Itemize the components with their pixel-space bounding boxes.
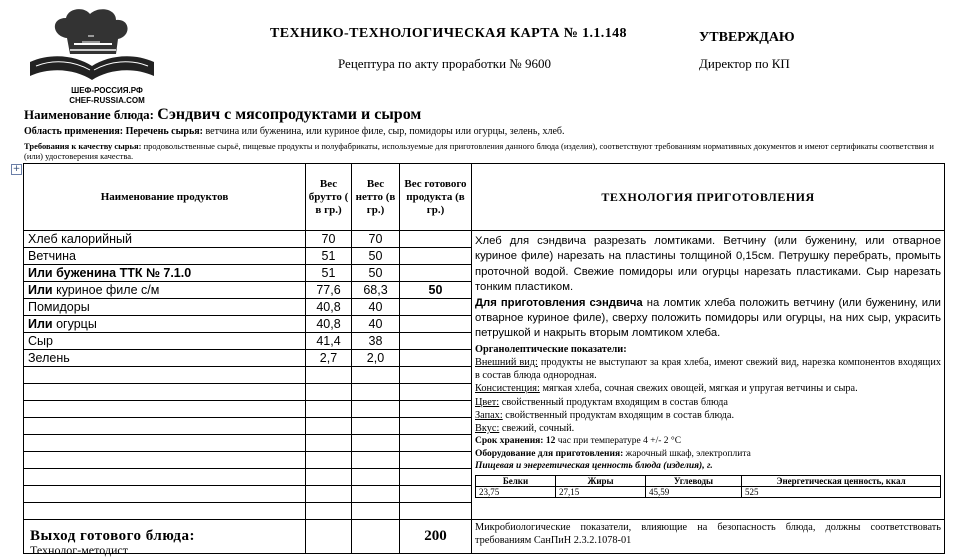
gross-value: 70 (306, 231, 352, 248)
fat-value: 27,15 (556, 487, 646, 498)
product-name: Или огурцы (24, 316, 306, 333)
product-name: Сыр (24, 333, 306, 350)
output-row (24, 520, 945, 554)
dish-name: Сэндвич с мясопродуктами и сыром (157, 106, 422, 123)
scope-line (24, 126, 565, 137)
header-technology: ТЕХНОЛОГИЯ ПРИГОТОВЛЕНИЯ (472, 164, 945, 231)
header-gross: Вес брутто ( в гр.) (306, 164, 352, 231)
dish-title (24, 106, 421, 124)
product-name: Хлеб калорийный (24, 231, 306, 248)
smell: Запах: свойственный продуктам входящим в состав блюда. (475, 409, 735, 421)
output-label: Выход готового блюда: (24, 520, 306, 554)
net-value: 2,0 (352, 350, 400, 367)
table-move-handle-icon[interactable]: + (12, 164, 21, 174)
taste: Вкус: свежий, сочный. (475, 423, 575, 435)
net-value: 38 (352, 333, 400, 350)
ready-value (400, 265, 472, 282)
storage: Срок хранения: 12 час при температуре 4 +/- 2 °С (475, 436, 682, 447)
product-name: Или буженина ТТК № 7.1.0 (24, 265, 306, 282)
raw-list-label: Перечень сырья: (125, 126, 206, 137)
logo-caption-en: CHEF-RUSSIA.COM (69, 96, 145, 105)
product-name: Ветчина (24, 248, 306, 265)
technology-step-1: Хлеб для сэндвича разрезать ломтиками. Ветчину (или буженину, или отварное куриное филе) нарезать на пластины толщиной 0,15см. Петрушку перебрать, промыть проточной водой. Свежие помидоры или огурцы нарезать пластиками. Сыр нарезать тонким пластиком. (475, 235, 941, 294)
technology-step-2: Для приготовления сэндвича на ломтик хлеба положить ветчину (или буженину, или отварное куриное филе), сверху положить помидоры или огурцы, на них сыр, украсить петрушкой и накрыть вторым ломтиком хлеба. (475, 296, 941, 340)
technologist-signature: Технолог-методист (30, 543, 128, 557)
nutrition-title: Пищевая и энергетическая ценность блюда (изделия), г. (475, 461, 713, 472)
requirements-label: Требования к качеству сырья: (24, 141, 144, 151)
nutrition-table (475, 475, 941, 498)
ready-value: 50 (400, 282, 472, 299)
header-product-name: Наименование продуктов (24, 164, 306, 231)
table-row (24, 231, 945, 248)
ready-value (400, 333, 472, 350)
card-subtitle: Рецептура по акту проработки № 9600 (338, 56, 551, 71)
output-value: 200 (400, 520, 472, 554)
carbs-value: 45,59 (646, 487, 742, 498)
color: Цвет: свойственный продуктам входящим в состав блюда (475, 396, 728, 408)
header-net: Вес нетто (в гр.) (352, 164, 400, 231)
energy-header: Энергетическая ценность, ккал (742, 476, 941, 487)
net-value: 40 (352, 299, 400, 316)
net-value: 50 (352, 265, 400, 282)
organoleptic-heading: Органолептические показатели: (475, 343, 627, 355)
energy-value: 525 (742, 487, 941, 498)
table-header-row (24, 164, 945, 231)
raw-list: ветчина или буженина, или куриное филе, сыр, помидоры или огурцы, зелень, хлеб. (205, 126, 565, 137)
chef-hat-book-icon (22, 6, 162, 88)
logo (22, 6, 162, 110)
net-value: 50 (352, 248, 400, 265)
product-name: Зелень (24, 350, 306, 367)
product-name: Или куриное филе с/м (24, 282, 306, 299)
consistency: Консистенция: мягкая хлеба, сочная свежих овощей, мягкая и упругая ветчины и сыра. (475, 383, 858, 395)
net-value: 70 (352, 231, 400, 248)
carbs-header: Углеводы (646, 476, 742, 487)
protein-header: Белки (476, 476, 556, 487)
microbiology-text: Микробиологические показатели, влияющие на безопасность блюда, должны соответствовать требованиям СанПиН 2.3.2.1078-01 (472, 520, 945, 554)
gross-value: 41,4 (306, 333, 352, 350)
recipe-table (23, 163, 945, 554)
approve-label: УТВЕРЖДАЮ (699, 30, 795, 45)
gross-value: 51 (306, 265, 352, 282)
fat-header: Жиры (556, 476, 646, 487)
protein-value: 23,75 (476, 487, 556, 498)
ready-value (400, 231, 472, 248)
quality-requirements (24, 141, 944, 161)
technology-cell (472, 231, 945, 520)
card-title: ТЕХНИКО-ТЕХНОЛОГИЧЕСКАЯ КАРТА № 1.1.148 (270, 26, 627, 41)
requirements-text: продовольственные сырьё, пищевые продукты и полуфабрикаты, используемые для приготовления данного блюда (изделия), соответствуют требованиям нормативных документов и имеют сертификаты соответствия и (или) удостоверения качества. (24, 141, 934, 161)
header-ready: Вес готового продукта (в гр.) (400, 164, 472, 231)
director-label: Директор по КП (699, 56, 790, 71)
ready-value (400, 248, 472, 265)
dish-label: Наименование блюда: (24, 107, 158, 122)
gross-value: 40,8 (306, 316, 352, 333)
scope-label: Область применения: (24, 126, 126, 137)
product-name: Помидоры (24, 299, 306, 316)
equipment: Оборудование для приготовления: жарочный шкаф, электроплита (475, 448, 751, 459)
gross-value: 51 (306, 248, 352, 265)
net-value: 40 (352, 316, 400, 333)
gross-value: 77,6 (306, 282, 352, 299)
gross-value: 2,7 (306, 350, 352, 367)
ready-value (400, 350, 472, 367)
appearance: Внешний вид: продукты не выступают за края хлеба, имеют свежий вид, нарезка компонентов входящих в состав блюда однородная. (475, 357, 941, 382)
ready-value (400, 316, 472, 333)
ready-value (400, 299, 472, 316)
gross-value: 40,8 (306, 299, 352, 316)
logo-caption-ru: ШЕФ-РОССИЯ.РФ (71, 86, 143, 95)
net-value: 68,3 (352, 282, 400, 299)
